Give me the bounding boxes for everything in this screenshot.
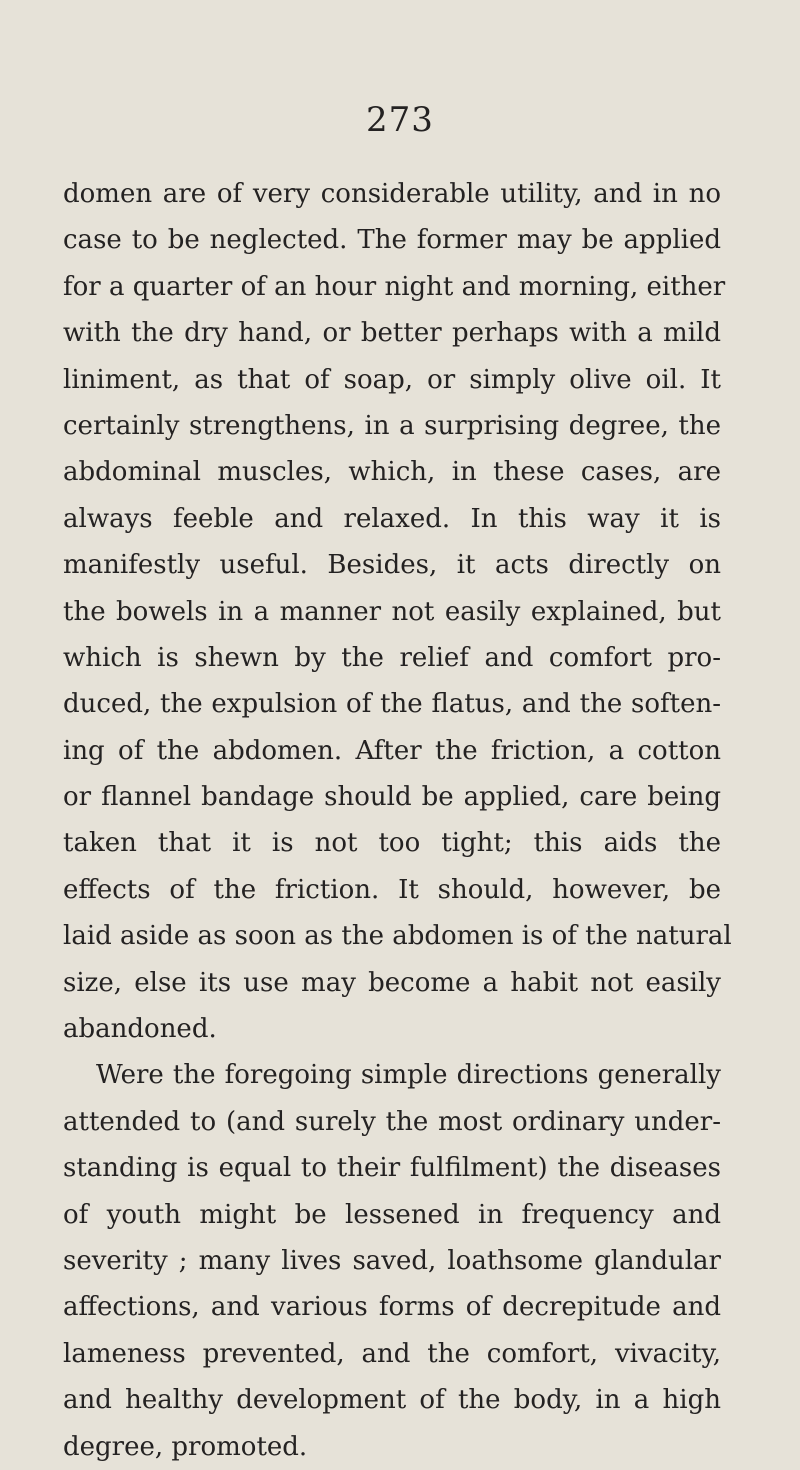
text-line: manifestly useful. Besides, it acts directly on	[63, 550, 721, 581]
text-line: abdominal muscles, which, in these cases, are	[63, 457, 721, 488]
paragraph-end-line: abandoned.	[63, 1014, 217, 1045]
text-line: affections, and various forms of decrepitude and	[63, 1292, 721, 1323]
text-line: attended to (and surely the most ordinary under-	[63, 1106, 721, 1137]
text-line: liniment, as that of soap, or simply olive oil. It	[63, 364, 721, 395]
text-line: of youth might be lessened in frequency and	[63, 1199, 721, 1230]
text-line: or flannel bandage should be applied, care being	[63, 782, 721, 813]
text-line: standing is equal to their fulfilment) the diseases	[63, 1153, 721, 1184]
paragraph-end-line: degree, promoted.	[63, 1431, 308, 1462]
text-line: size, else its use may become a habit not easily	[63, 967, 721, 998]
text-line: effects of the friction. It should, however, be	[63, 874, 721, 905]
text-line: certainly strengthens, in a surprising degree, the	[63, 410, 721, 441]
text-line: duced, the expulsion of the flatus, and the soften-	[63, 689, 721, 720]
page-number: 273	[366, 100, 434, 140]
text-line: the bowels in a manner not easily explained, but	[63, 596, 721, 627]
text-line: laid aside as soon as the abdomen is of the natural	[63, 921, 732, 952]
text-line: lameness prevented, and the comfort, vivacity,	[63, 1338, 721, 1369]
paragraph-start-line: Were the foregoing simple directions generally	[96, 1060, 721, 1091]
text-line: ing of the abdomen. After the friction, a cotton	[63, 735, 721, 766]
text-line: severity ; many lives saved, loathsome glandular	[63, 1245, 721, 1276]
text-line: which is shewn by the relief and comfort pro-	[63, 642, 721, 673]
text-line: case to be neglected. The former may be applied	[63, 225, 721, 256]
text-line: taken that it is not too tight; this aids the	[63, 828, 721, 859]
text-line: always feeble and relaxed. In this way it is	[63, 503, 721, 534]
body-text	[63, 171, 732, 1470]
text-line: with the dry hand, or better perhaps with a mild	[63, 318, 721, 349]
text-line: and healthy development of the body, in a high	[63, 1385, 721, 1416]
text-line: for a quarter of an hour night and morning, either	[63, 271, 726, 302]
text-line: domen are of very considerable utility, and in no	[63, 179, 721, 209]
